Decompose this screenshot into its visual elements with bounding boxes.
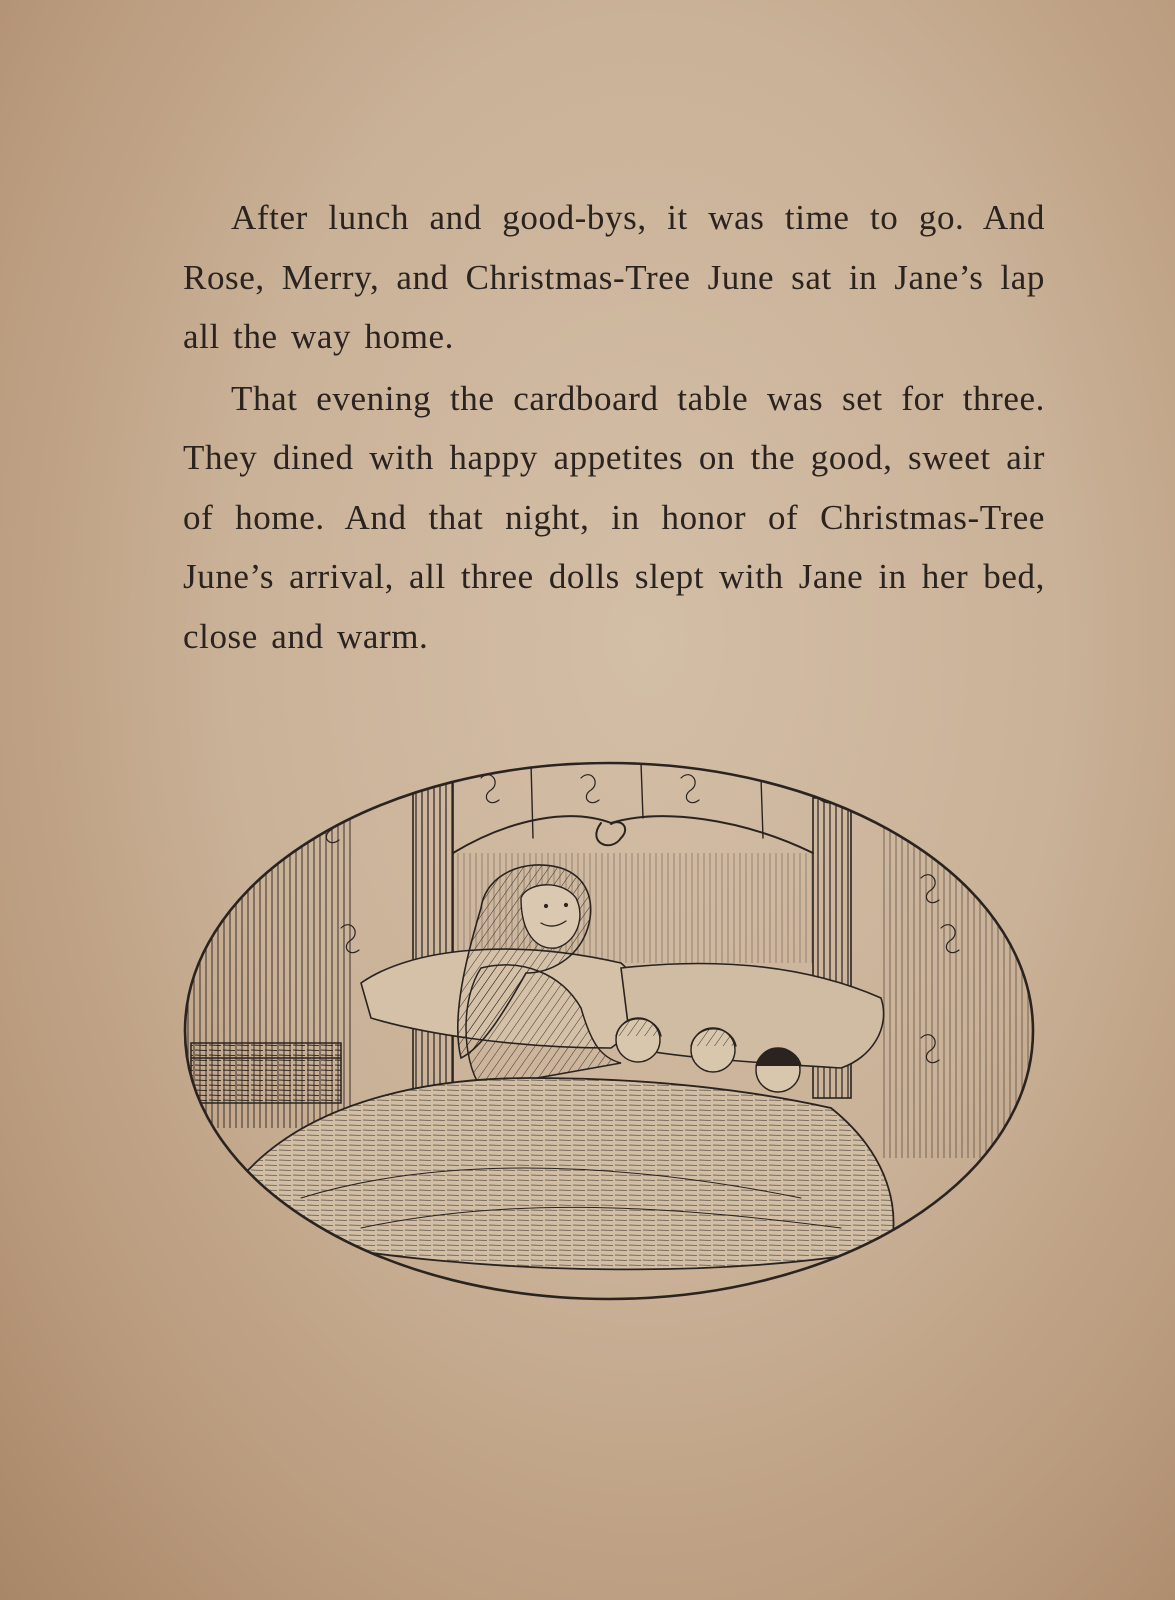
story-text <box>183 188 1045 666</box>
ink-drawing-svg <box>181 758 1037 1304</box>
paragraph-2: That evening the cardboard table was set for three. They dined with happy appetites on the good, sweet air of home. And that night, in honor of Christmas-Tree June’s arrival, all three dolls slept with Jane in her bed, close and warm. <box>183 378 1045 656</box>
bedtime-illustration <box>181 758 1037 1304</box>
paragraph-1: After lunch and good-bys, it was time to go. And Rose, Merry, and Christmas-Tree June sat in Jane’s lap all the way home. <box>183 198 1045 356</box>
